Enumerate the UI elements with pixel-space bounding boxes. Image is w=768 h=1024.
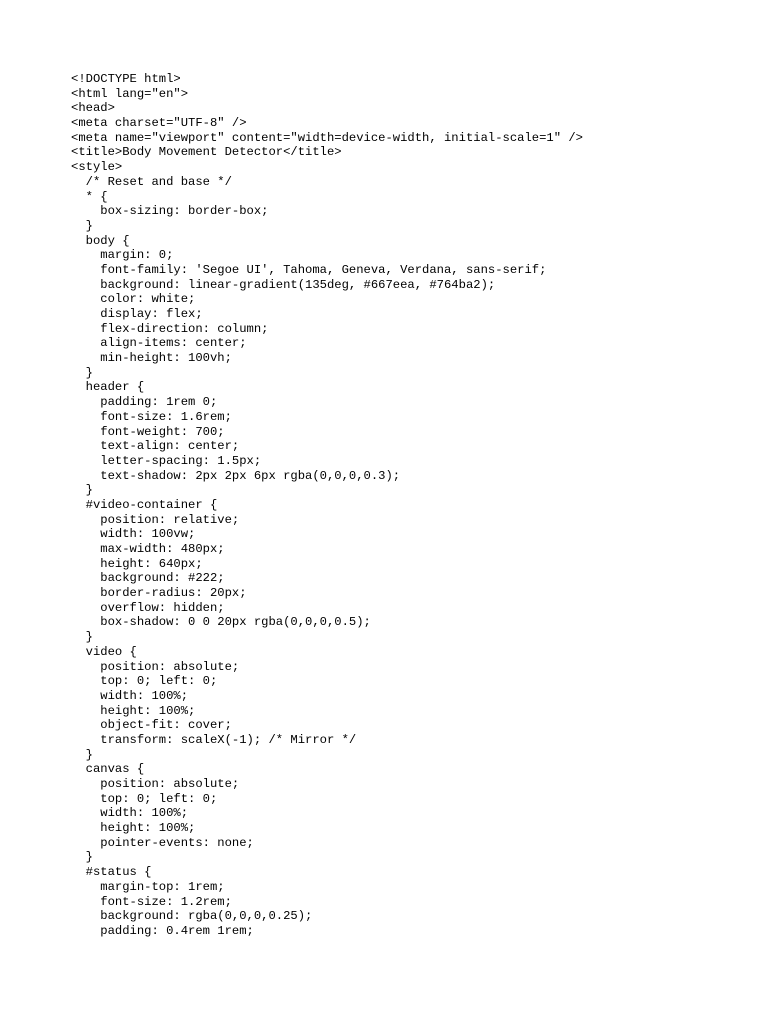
code-line: <title>Body Movement Detector</title> (71, 145, 342, 160)
code-line: top: 0; left: 0; (71, 674, 218, 689)
code-line: <html lang="en"> (71, 86, 189, 101)
code-line: } (71, 365, 93, 380)
code-line: border-radius: 20px; (71, 586, 247, 601)
code-line: width: 100%; (71, 688, 189, 703)
code-line: canvas { (71, 762, 145, 777)
code-line: flex-direction: column; (71, 321, 269, 336)
code-line: pointer-events: none; (71, 835, 254, 850)
code-line: width: 100%; (71, 806, 189, 821)
code-line: letter-spacing: 1.5px; (71, 453, 262, 468)
code-line: <head> (71, 101, 115, 116)
code-line: text-shadow: 2px 2px 6px rgba(0,0,0,0.3); (71, 468, 401, 483)
code-line: height: 640px; (71, 556, 203, 571)
code-line: } (71, 630, 93, 645)
code-line: background: #222; (71, 571, 225, 586)
code-line: } (71, 747, 93, 762)
code-line: object-fit: cover; (71, 718, 232, 733)
code-line: top: 0; left: 0; (71, 791, 218, 806)
code-line: body { (71, 233, 130, 248)
code-line: max-width: 480px; (71, 542, 225, 556)
code-line: position: relative; (71, 512, 240, 527)
code-line: background: linear-gradient(135deg, #667eea, #764ba2); (71, 277, 496, 292)
code-listing (71, 72, 583, 939)
code-line: min-height: 100vh; (71, 351, 232, 366)
code-line: box-sizing: border-box; (71, 204, 269, 219)
code-line: display: flex; (71, 307, 203, 321)
code-line: <meta name="viewport" content="width=device-width, initial-scale=1" /> (71, 130, 583, 145)
code-line: } (71, 850, 93, 865)
code-line: align-items: center; (71, 336, 247, 351)
code-line: header { (71, 380, 145, 395)
code-line: height: 100%; (71, 821, 196, 836)
code-line: padding: 1rem 0; (71, 395, 218, 410)
code-line: video { (71, 644, 137, 659)
code-line: <!DOCTYPE html> (71, 72, 181, 86)
code-line: position: absolute; (71, 777, 240, 791)
code-line: color: white; (71, 292, 196, 307)
code-line: text-align: center; (71, 439, 240, 454)
code-line: * { (71, 189, 108, 204)
code-line: #video-container { (71, 497, 218, 512)
code-line: font-size: 1.6rem; (71, 409, 232, 424)
code-line: height: 100%; (71, 703, 196, 718)
code-line: overflow: hidden; (71, 600, 225, 615)
code-line: <meta charset="UTF-8" /> (71, 116, 247, 131)
code-line: font-weight: 700; (71, 424, 225, 439)
code-line: margin: 0; (71, 248, 174, 263)
code-line: position: absolute; (71, 659, 240, 674)
code-line: } (71, 483, 93, 498)
code-line: <style> (71, 160, 123, 175)
code-line: #status { (71, 865, 152, 880)
code-line: padding: 0.4rem 1rem; (71, 923, 254, 938)
code-line: width: 100vw; (71, 527, 196, 542)
code-line: font-family: 'Segoe UI', Tahoma, Geneva, Verdana, sans-serif; (71, 262, 547, 277)
code-line: margin-top: 1rem; (71, 879, 225, 894)
code-line: background: rgba(0,0,0,0.25); (71, 909, 313, 924)
code-line: font-size: 1.2rem; (71, 894, 232, 909)
code-line: box-shadow: 0 0 20px rgba(0,0,0,0.5); (71, 615, 371, 630)
code-line: transform: scaleX(-1); /* Mirror */ (71, 732, 357, 747)
code-line: /* Reset and base */ (71, 174, 232, 189)
code-line: } (71, 218, 93, 233)
